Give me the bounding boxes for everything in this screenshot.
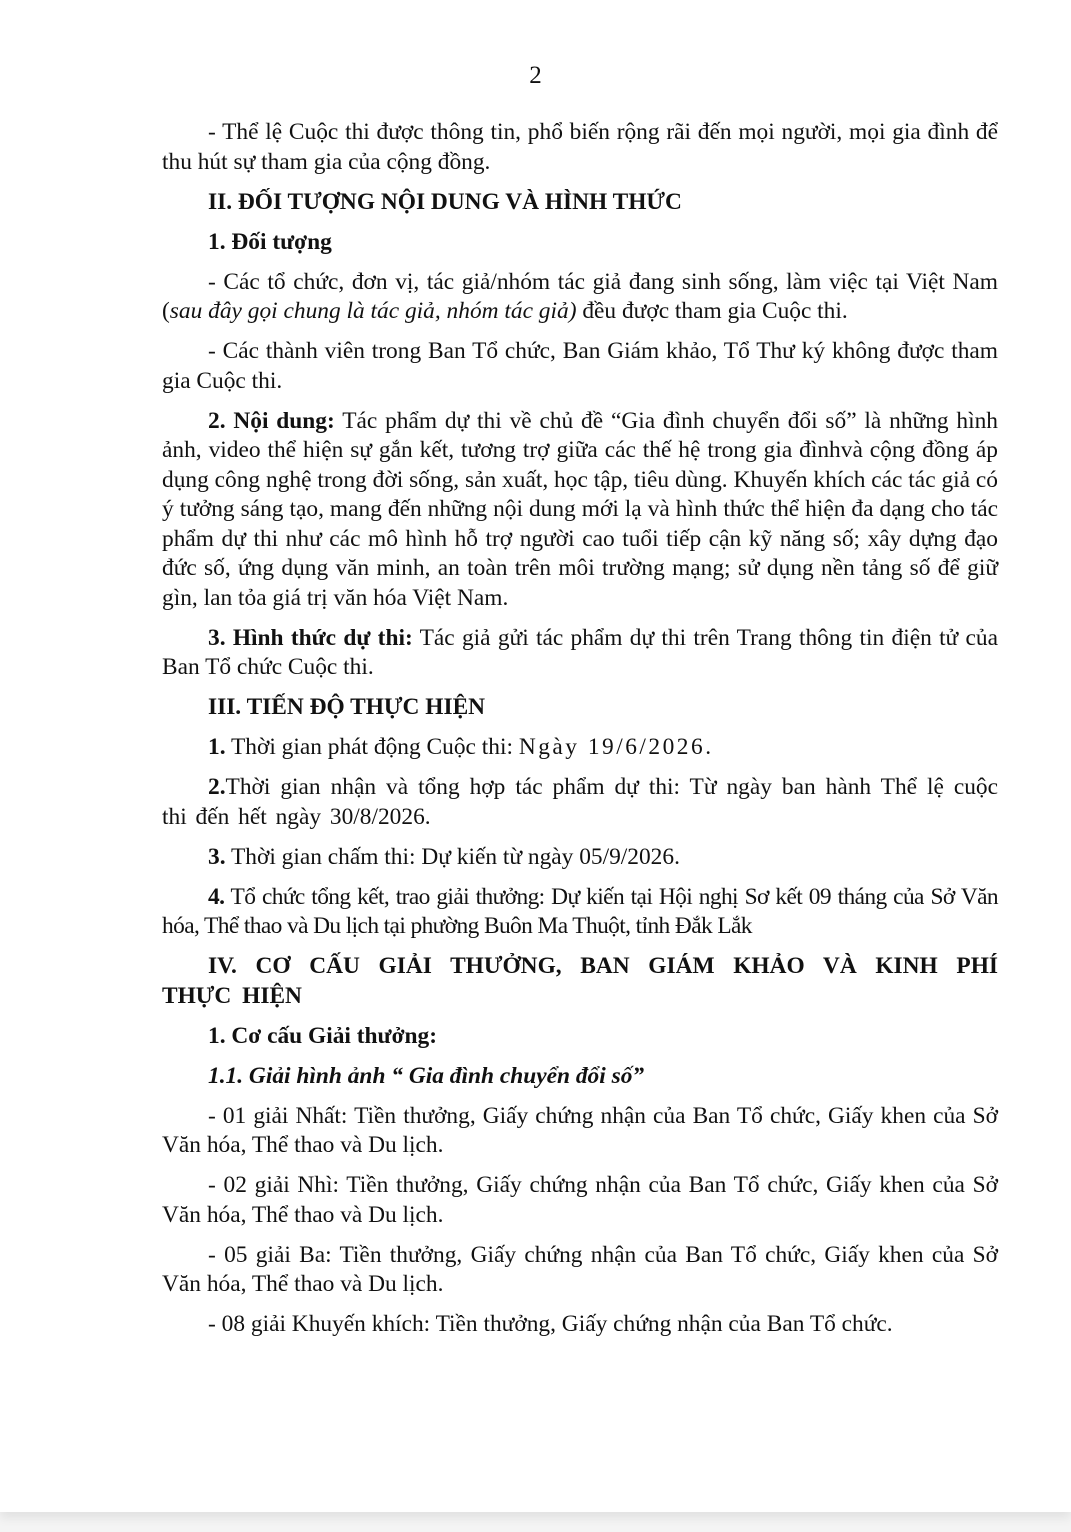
page-number: 2 [529,62,542,89]
schedule-item-3 [162,843,998,873]
schedule-text: Thời gian phát động Cuộc thi: [225,734,519,760]
schedule-date: Ngày 19/6/2026. [518,734,714,760]
prize-first: - 01 giải Nhất: Tiền thưởng, Giấy chứng nhận của Ban Tổ chức, Giấy khen của Sở Văn hóa, Thể thao và Du lịch. [162,1102,998,1158]
subheading-co-cau: 1. Cơ cấu Giải thưởng: [208,1022,438,1049]
text-segment: - Các tổ chức, đơn vị, tác giả/nhóm tác giả đang sinh sống, làm việc tại Việt Nam ( [162,268,998,324]
document-body [162,118,998,1350]
paragraph-intro: - Thể lệ Cuộc thi được thông tin, phổ biến rộng rãi đến mọi người, mọi gia đình để thu hút sự tham gia của cộng đồng. [162,119,998,175]
schedule-number: 3. [208,843,226,870]
schedule-number: 2. [208,774,226,800]
schedule-item-1 [162,733,998,763]
section-heading-ii: II. ĐỐI TƯỢNG NỘI DUNG VÀ HÌNH THỨC [208,188,682,215]
prize-second: - 02 giải Nhì: Tiền thưởng, Giấy chứng nhận của Ban Tổ chức, Giấy khen của Sở Văn hóa, Thể thao và Du lịch. [162,1172,998,1228]
schedule-number: 1. [208,734,226,760]
schedule-text: Thời gian nhận và tổng hợp tác phẩm dự thi: Từ ngày ban hành Thể lệ cuộc thi đến hết ngày 30/8/2026. [162,774,998,830]
paragraph-noi-dung [162,407,998,614]
schedule-item-2 [162,773,998,832]
schedule-text: Tổ chức tổng kết, trao giải thưởng: Dự kiến tại Hội nghị Sơ kết 09 tháng của Sở Văn hóa, Thể thao và Du lịch tại phường Buôn Ma Thuột, tỉnh Đắk Lắk [162,883,998,939]
prize-encouragement: - 08 giải Khuyến khích: Tiền thưởng, Giấy chứng nhận của Ban Tổ chức. [208,1311,893,1337]
hinh-thuc-text: Tác giả gửi tác phẩm dự thi trên Trang thông tin điện tử của Ban Tổ chức Cuộc thi. [162,624,998,680]
paragraph-doi-tuong-2: - Các thành viên trong Ban Tổ chức, Ban Giám khảo, Tổ Thư ký không được tham gia Cuộc thi. [162,338,998,394]
prize-third: - 05 giải Ba: Tiền thưởng, Giấy chứng nhận của Ban Tổ chức, Giấy khen của Sở Văn hóa, Thể thao và Du lịch. [162,1241,998,1297]
subheading-doi-tuong: 1. Đối tượng [208,228,332,255]
schedule-text: Thời gian chấm thi: Dự kiến từ ngày 05/9/2026. [225,843,680,870]
paragraph-doi-tuong-1 [162,268,998,327]
noi-dung-text: Tác phẩm dự thi về chủ đề “Gia đình chuyển đổi số” là những hình ảnh, video thể hiện sự gắn kết, tương trợ giữa các thế hệ trong gia đìnhvà cộng đồng áp dụng công nghệ trong đời sống, sản xuất, học tập, tiêu dùng. Khuyến khích các tác giả có ý tưởng sáng tạo, mang đến những nội dung mới lạ và hình thức thể hiện đa dạng cho tác phẩm dự thi như các mô hình hỗ trợ người cao tuổi tiếp cận kỹ năng số; xây dựng đạo đức số, ứng dụng văn minh, an toàn trên môi trường mạng; sử dụng nền tảng số để giữ gìn, lan tỏa giá trị văn hóa Việt Nam. [162,407,998,611]
schedule-number: 4. [208,883,225,910]
subheading-giai-hinh-anh: 1.1. Giải hình ảnh “ Gia đình chuyển đổi số” [208,1062,645,1089]
schedule-item-4 [162,883,998,942]
section-heading-iv: IV. CƠ CẤU GIẢI THƯỞNG, BAN GIÁM KHẢO VÀ KINH PHÍ THỰC HIỆN [162,953,998,1009]
paragraph-hinh-thuc [162,624,998,683]
noi-dung-label: 2. Nội dung: [208,407,335,434]
section-heading-iii: III. TIẾN ĐỘ THỰC HIỆN [208,694,486,720]
italic-note: sau đây gọi chung là tác giả, nhóm tác giả) [169,298,577,324]
text-segment: đều được tham gia Cuộc thi. [576,298,848,324]
hinh-thuc-label: 3. Hình thức dự thi: [208,624,413,651]
